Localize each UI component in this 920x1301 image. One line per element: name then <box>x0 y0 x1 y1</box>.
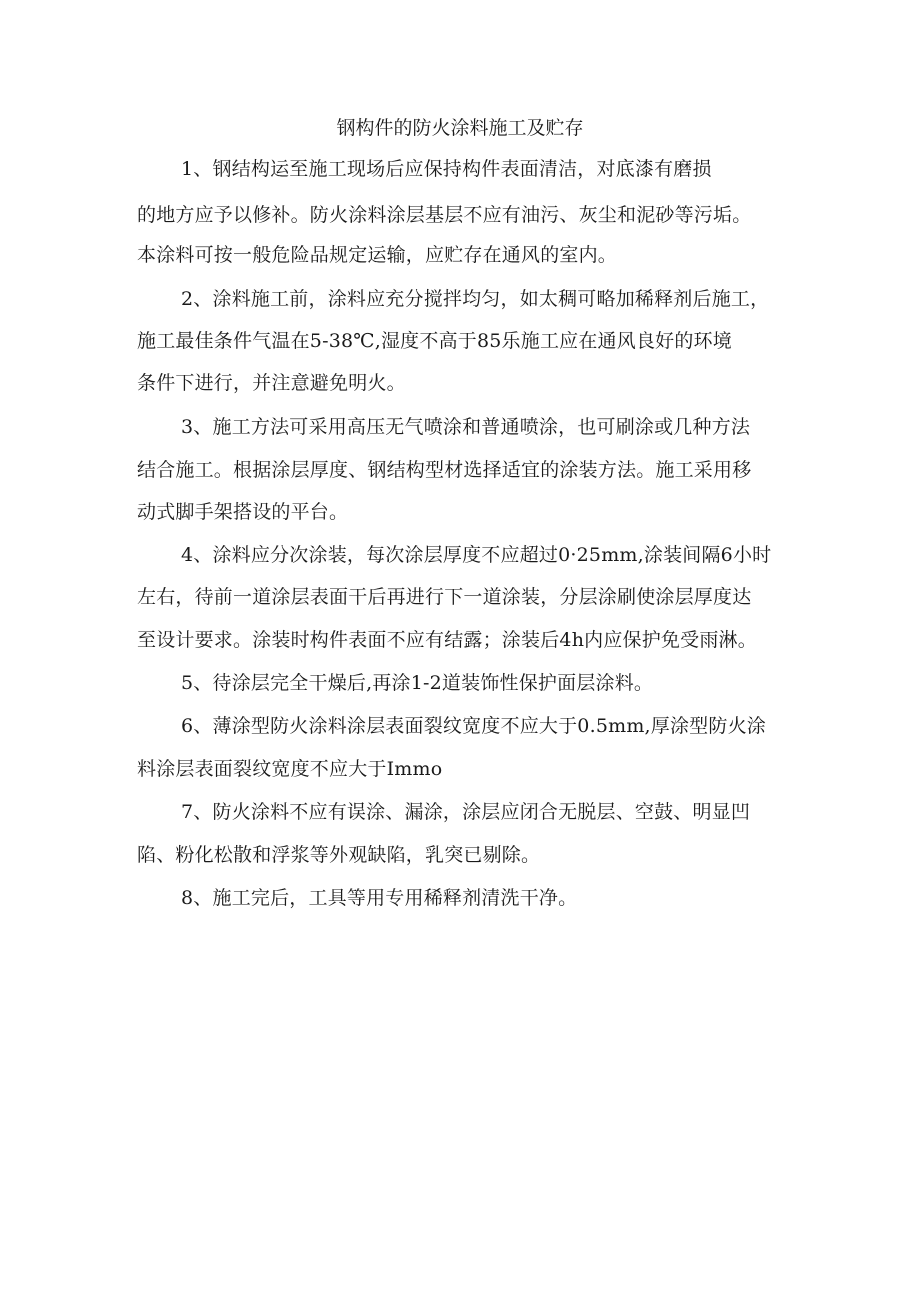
paragraph-6-line-2: 料涂层表面裂纹宽度不应大于Immo <box>137 758 443 780</box>
paragraph-6-line-1: 6、薄涂型防火涂料涂层表面裂纹宽度不应大于0.5mm,厚涂型防火涂 <box>181 715 766 737</box>
paragraph-4-line-2: 左右，待前一道涂层表面干后再进行下一道涂装，分层涂刷使涂层厚度达 <box>137 586 752 608</box>
paragraph-5-line-1: 5、待涂层完全干燥后,再涂1-2道装饰性保护面层涂料。 <box>181 672 654 694</box>
paragraph-4-line-1: 4、涂料应分次涂装，每次涂层厚度不应超过0·25mm,涂装间隔6小时 <box>181 544 772 566</box>
paragraph-2-line-1: 2、涂料施工前，涂料应充分搅拌均匀，如太稠可略加稀释剂后施工， <box>181 288 770 310</box>
paragraph-3-line-1: 3、施工方法可采用高压无气喷涂和普通喷涂，也可刷涂或几种方法 <box>181 416 751 438</box>
paragraph-8-line-1: 8、施工完后，工具等用专用稀释剂清洗干净。 <box>181 887 578 909</box>
paragraph-4-line-3: 至设计要求。涂装时构件表面不应有结露；涂装后4h内应保护免受雨淋。 <box>137 629 757 651</box>
paragraph-2-line-3: 条件下进行，并注意避免明火。 <box>137 372 406 394</box>
paragraph-1-line-3: 本涂料可按一般危险品规定运输，应贮存在通风的室内。 <box>137 244 618 266</box>
paragraph-7-line-2: 陷、粉化松散和浮浆等外观缺陷，乳突已剔除。 <box>137 844 541 866</box>
paragraph-3-line-2: 结合施工。根据涂层厚度、钢结构型材选择适宜的涂装方法。施工采用移 <box>137 459 752 481</box>
paragraph-1-line-1: 1、钢结构运至施工现场后应保持构件表面清洁，对底漆有磨损 <box>181 158 712 180</box>
paragraph-2-line-2: 施工最佳条件气温在5-38℃,湿度不高于85乐施工应在通风良好的环境 <box>137 330 732 352</box>
document-title: 钢构件的防火涂料施工及贮存 <box>336 117 584 139</box>
paragraph-7-line-1: 7、防火涂料不应有误涂、漏涂，涂层应闭合无脱层、空鼓、明显凹 <box>181 801 751 823</box>
paragraph-3-line-3: 动式脚手架搭设的平台。 <box>137 501 349 523</box>
paragraph-1-line-2: 的地方应予以修补。防火涂料涂层基层不应有油污、灰尘和泥砂等污垢。 <box>137 204 752 226</box>
